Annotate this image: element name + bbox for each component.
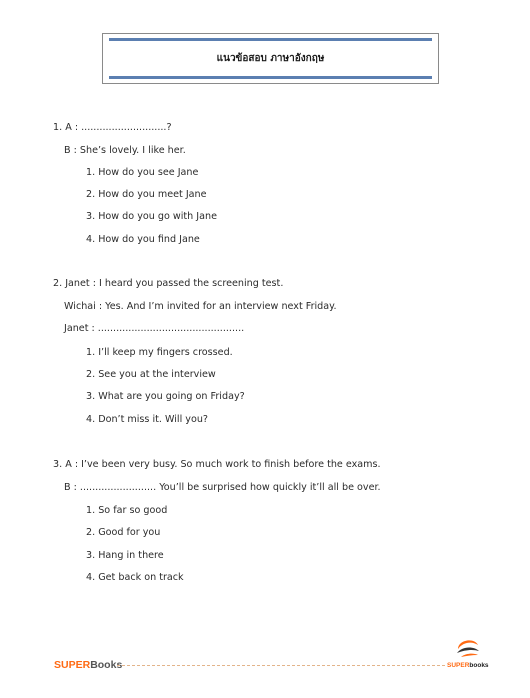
q1-response: B : She’s lovely. I like her. [64,145,186,156]
q1-option-1: 1. How do you see Jane [86,167,199,178]
q2-followup: Janet : ................................................ [64,323,245,334]
footer-logo-text [447,662,489,669]
q3-option-3: 3. Hang in there [86,550,164,561]
title-top-bar [109,38,432,41]
superbooks-logo-icon [452,632,482,662]
q1-option-4: 4. How do you find Jane [86,234,200,245]
q2-option-2: 2. See you at the interview [86,369,216,380]
q3-option-2: 2. Good for you [86,527,161,538]
footer-brand-books: Books [90,659,123,671]
q2-option-4: 4. Don’t miss it. Will you? [86,414,209,425]
q3-prompt: 3. A : I’ve been very busy. So much work to finish before the exams. [53,459,381,470]
q3-response: B : ......................... You’ll be surprised how quickly it’ll all be over. [64,482,381,493]
title-bottom-bar [109,76,432,79]
q2-prompt: 2. Janet : I heard you passed the screening test. [53,278,284,289]
q2-response: Wichai : Yes. And I’m invited for an interview next Friday. [64,301,337,312]
q1-option-2: 2. How do you meet Jane [86,189,207,200]
q1-prompt: 1. A : ............................? [53,122,172,133]
footer-divider [117,665,445,666]
footer-brand [54,659,122,671]
footer-brand-super: SUPER [54,659,91,671]
footer-logo-super: SUPER [447,662,470,669]
q3-option-1: 1. So far so good [86,505,168,516]
q3-option-4: 4. Get back on track [86,572,184,583]
q2-option-1: 1. I’ll keep my fingers crossed. [86,347,233,358]
title-box [102,33,439,84]
q2-option-3: 3. What are you going on Friday? [86,391,245,402]
footer-logo-books: books [469,662,489,669]
q1-option-3: 3. How do you go with Jane [86,211,217,222]
page-title: แนวข้อสอบ ภาษาอังกฤษ [216,53,325,64]
